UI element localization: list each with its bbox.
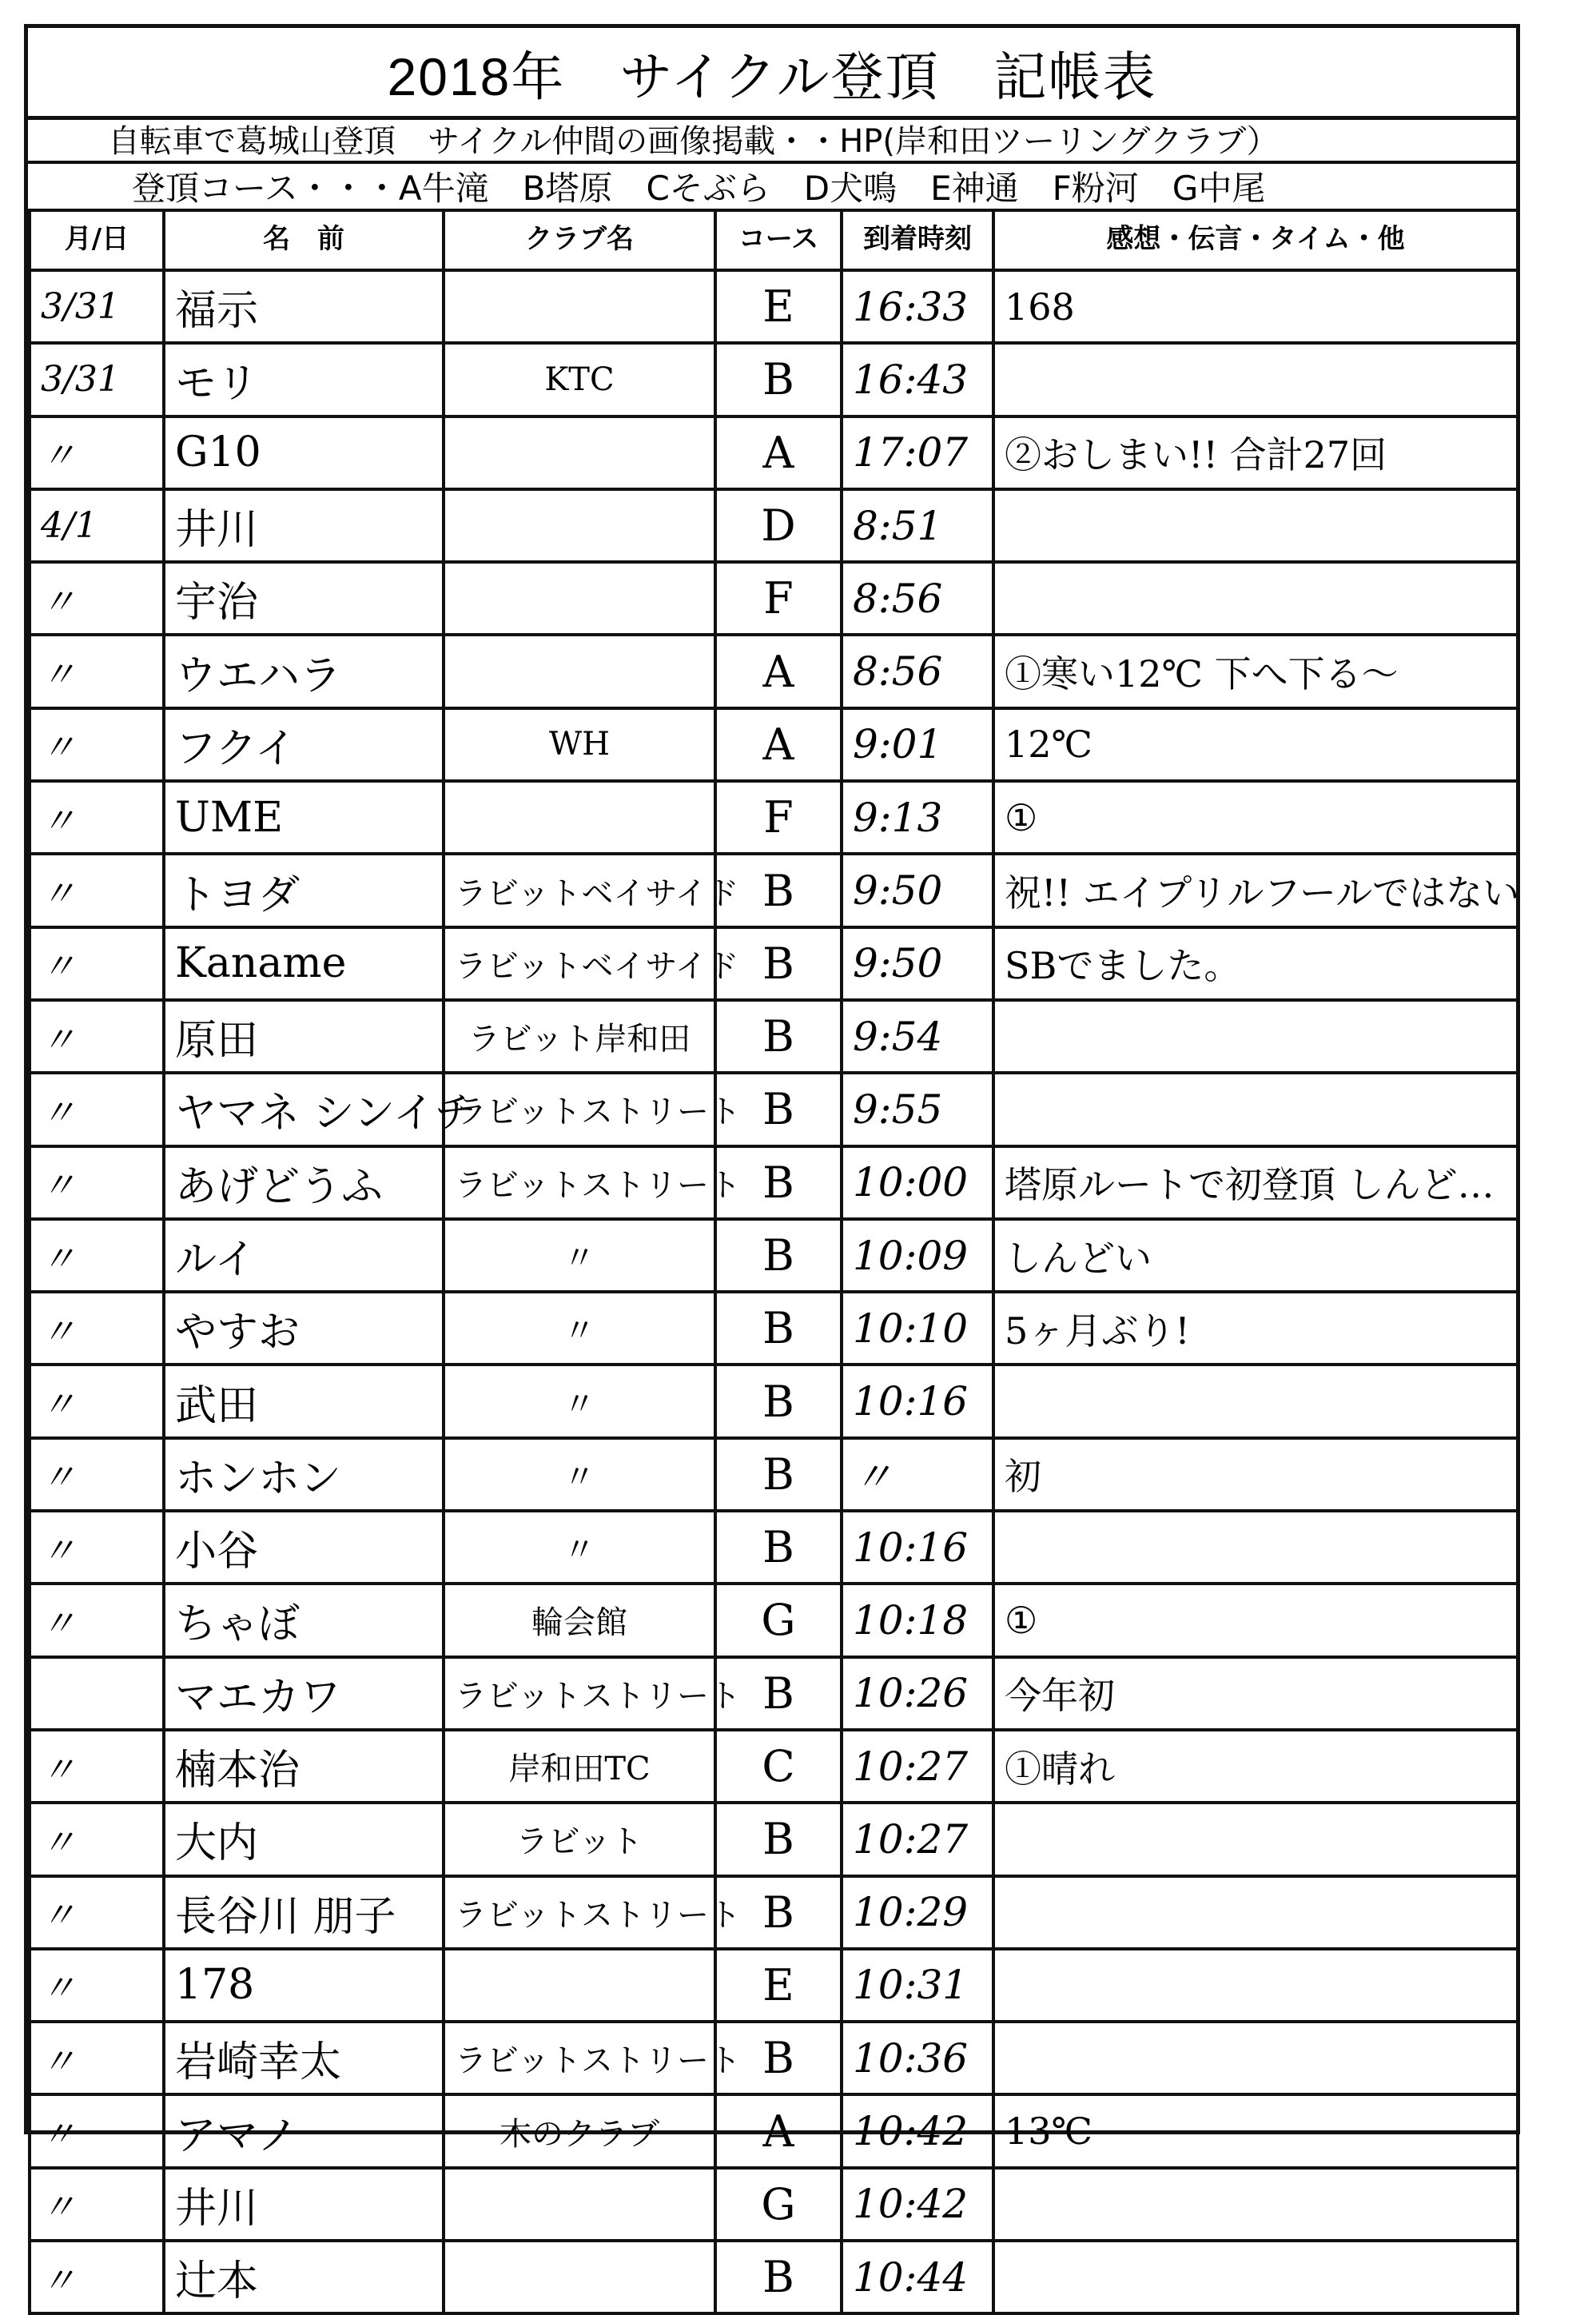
row-name: モリ — [164, 343, 444, 416]
row-note — [993, 2168, 1518, 2241]
row-time: 8:56 — [842, 635, 993, 707]
row-course: B — [715, 1073, 842, 1146]
row-note: ① — [993, 781, 1518, 854]
row-club: ラビットストリート — [444, 1657, 715, 1730]
table-row — [30, 1949, 1518, 2022]
row-course: B — [715, 1803, 842, 1875]
row-date: 〃 — [30, 1000, 164, 1073]
row-course: B — [715, 1876, 842, 1949]
row-time: 10:27 — [842, 1730, 993, 1803]
row-date: 〃 — [30, 416, 164, 489]
row-date: 〃 — [30, 1292, 164, 1365]
row-time: 10:36 — [842, 2022, 993, 2094]
row-club: 岸和田TC — [444, 1730, 715, 1803]
row-course: B — [715, 1219, 842, 1292]
row-time: 10:29 — [842, 1876, 993, 1949]
row-name: フクイ — [164, 708, 444, 781]
row-date: 〃 — [30, 854, 164, 926]
row-name: 辻本 — [164, 2241, 444, 2313]
row-note — [993, 343, 1518, 416]
row-club — [444, 489, 715, 562]
row-time: 9:50 — [842, 927, 993, 1000]
row-course: A — [715, 2094, 842, 2167]
row-name: マエカワ — [164, 1657, 444, 1730]
row-name: 岩崎幸太 — [164, 2022, 444, 2094]
page-title: 2018年 サイクル登頂 記帳表 — [387, 46, 1157, 106]
row-name: 武田 — [164, 1365, 444, 1437]
row-note — [993, 2241, 1518, 2313]
row-course: B — [715, 1657, 842, 1730]
row-note — [993, 1876, 1518, 1949]
table-row — [30, 1438, 1518, 1511]
row-time: 8:56 — [842, 562, 993, 635]
row-course: B — [715, 2241, 842, 2313]
row-name: 長谷川 朋子 — [164, 1876, 444, 1949]
row-name: 楠本治 — [164, 1730, 444, 1803]
row-date: 〃 — [30, 2022, 164, 2094]
row-note: しんどい — [993, 1219, 1518, 1292]
row-name: 原田 — [164, 1000, 444, 1073]
row-note: ①寒い12℃ 下へ下る～ — [993, 635, 1518, 707]
table-row — [30, 2168, 1518, 2241]
row-note — [993, 1000, 1518, 1073]
row-time: 10:18 — [842, 1584, 993, 1656]
row-time: 10:26 — [842, 1657, 993, 1730]
row-name: 井川 — [164, 489, 444, 562]
row-name: G10 — [164, 416, 444, 489]
row-club: ラビットストリート — [444, 1876, 715, 1949]
row-note: 祝!! エイプリルフールではない — [993, 854, 1518, 926]
row-note — [993, 489, 1518, 562]
row-date: 〃 — [30, 1365, 164, 1437]
row-course: B — [715, 927, 842, 1000]
table-row — [30, 781, 1518, 854]
row-time: 10:00 — [842, 1146, 993, 1219]
row-date: 〃 — [30, 1438, 164, 1511]
row-club: 〃 — [444, 1292, 715, 1365]
row-course: A — [715, 708, 842, 781]
row-date: 〃 — [30, 1219, 164, 1292]
table-row — [30, 416, 1518, 489]
row-name: ホンホン — [164, 1438, 444, 1511]
row-name: ヤマネ シンイチ — [164, 1073, 444, 1146]
row-course: B — [715, 1365, 842, 1437]
row-date: 〃 — [30, 1511, 164, 1584]
row-course: B — [715, 1438, 842, 1511]
row-club — [444, 416, 715, 489]
row-club — [444, 2168, 715, 2241]
course-legend — [28, 164, 1516, 212]
row-course: E — [715, 1949, 842, 2022]
row-name: 福示 — [164, 270, 444, 343]
row-course: F — [715, 781, 842, 854]
row-date: 3/31 — [30, 270, 164, 343]
row-club: 木のクラブ — [444, 2094, 715, 2167]
row-note: 168 — [993, 270, 1518, 343]
table-row — [30, 1292, 1518, 1365]
row-name: UME — [164, 781, 444, 854]
row-name: 大内 — [164, 1803, 444, 1875]
table-row — [30, 854, 1518, 926]
row-note — [993, 562, 1518, 635]
row-date: 〃 — [30, 2094, 164, 2167]
row-club — [444, 1949, 715, 2022]
logbook-sheet — [24, 24, 1520, 2306]
row-note: SBでました。 — [993, 927, 1518, 1000]
row-club: 輪会館 — [444, 1584, 715, 1656]
table-row — [30, 1803, 1518, 1875]
header-time: 到着時刻 — [842, 212, 993, 270]
header-course: コース — [715, 212, 842, 270]
row-course: E — [715, 270, 842, 343]
table-row — [30, 489, 1518, 562]
row-note: ①晴れ — [993, 1730, 1518, 1803]
row-club: ラビットストリート — [444, 1146, 715, 1219]
row-course: A — [715, 635, 842, 707]
row-course: B — [715, 1000, 842, 1073]
row-time: 10:42 — [842, 2094, 993, 2167]
row-name: Kaname — [164, 927, 444, 1000]
row-name: トヨダ — [164, 854, 444, 926]
table-row — [30, 2094, 1518, 2167]
row-date: 〃 — [30, 708, 164, 781]
row-note: 初 — [993, 1438, 1518, 1511]
row-name: ウエハラ — [164, 635, 444, 707]
row-time: 16:43 — [842, 343, 993, 416]
row-time: 8:51 — [842, 489, 993, 562]
table-row — [30, 1511, 1518, 1584]
course-legend-text: 登頂コース・・・A牛滝 B塔原 Cそぶら D犬鳴 E神通 F粉河 G中尾 — [132, 169, 1266, 208]
row-course: B — [715, 343, 842, 416]
row-date: 〃 — [30, 635, 164, 707]
row-note: 5ヶ月ぶり! — [993, 1292, 1518, 1365]
row-club: ラビットベイサイド — [444, 927, 715, 1000]
row-time: 10:10 — [842, 1292, 993, 1365]
row-date: 4/1 — [30, 489, 164, 562]
row-date: 〃 — [30, 1730, 164, 1803]
row-club: ラビット — [444, 1803, 715, 1875]
header-date: 月/日 — [30, 212, 164, 270]
table-row — [30, 1730, 1518, 1803]
row-time: 10:44 — [842, 2241, 993, 2313]
row-time: 9:01 — [842, 708, 993, 781]
row-name: 井川 — [164, 2168, 444, 2241]
row-note — [993, 1365, 1518, 1437]
row-course: D — [715, 489, 842, 562]
header-club: クラブ名 — [444, 212, 715, 270]
row-note: ① — [993, 1584, 1518, 1656]
row-club: 〃 — [444, 1365, 715, 1437]
row-date: 〃 — [30, 2168, 164, 2241]
table-row — [30, 1657, 1518, 1730]
row-date: 〃 — [30, 1803, 164, 1875]
row-club: ラビットストリート — [444, 2022, 715, 2094]
row-time: 10:42 — [842, 2168, 993, 2241]
row-date: 〃 — [30, 1876, 164, 1949]
row-time: 10:16 — [842, 1511, 993, 1584]
row-name: アマノ — [164, 2094, 444, 2167]
row-date: 3/31 — [30, 343, 164, 416]
row-time: 10:09 — [842, 1219, 993, 1292]
row-date — [30, 1657, 164, 1730]
subtitle-info-text: 自転車で葛城山登頂 サイクル仲間の画像掲載・・HP(岸和田ツーリングクラブ） — [108, 122, 1279, 160]
row-course: B — [715, 1146, 842, 1219]
table-row — [30, 708, 1518, 781]
row-club — [444, 781, 715, 854]
row-date: 〃 — [30, 1146, 164, 1219]
table-row — [30, 270, 1518, 343]
row-time: 10:31 — [842, 1949, 993, 2022]
row-club: 〃 — [444, 1219, 715, 1292]
table-row — [30, 343, 1518, 416]
row-course: B — [715, 854, 842, 926]
log-table — [28, 212, 1519, 2315]
row-date: 〃 — [30, 2241, 164, 2313]
row-date: 〃 — [30, 781, 164, 854]
subtitle-info — [28, 116, 1516, 164]
log-table-body — [30, 270, 1518, 2313]
row-note — [993, 1511, 1518, 1584]
row-name: あげどうふ — [164, 1146, 444, 1219]
row-time: 9:13 — [842, 781, 993, 854]
row-date: 〃 — [30, 927, 164, 1000]
row-time: 9:54 — [842, 1000, 993, 1073]
table-row — [30, 1073, 1518, 1146]
table-row — [30, 1584, 1518, 1656]
row-name: 小谷 — [164, 1511, 444, 1584]
row-club: WH — [444, 708, 715, 781]
row-time: 〃 — [842, 1438, 993, 1511]
table-header-row — [30, 212, 1518, 270]
row-note: ②おしまい!! 合計27回 — [993, 416, 1518, 489]
row-time: 9:55 — [842, 1073, 993, 1146]
row-note: 塔原ルートで初登頂 しんど… — [993, 1146, 1518, 1219]
table-row — [30, 1876, 1518, 1949]
row-date: 〃 — [30, 1949, 164, 2022]
row-course: G — [715, 2168, 842, 2241]
table-row — [30, 635, 1518, 707]
row-club: KTC — [444, 343, 715, 416]
table-row — [30, 1219, 1518, 1292]
row-date: 〃 — [30, 1584, 164, 1656]
row-time: 10:27 — [842, 1803, 993, 1875]
row-note — [993, 1803, 1518, 1875]
header-note: 感想・伝言・タイム・他 — [993, 212, 1518, 270]
row-course: A — [715, 416, 842, 489]
row-note: 13℃ — [993, 2094, 1518, 2167]
row-course: B — [715, 1292, 842, 1365]
row-club — [444, 562, 715, 635]
row-note: 12℃ — [993, 708, 1518, 781]
row-course: G — [715, 1584, 842, 1656]
row-note — [993, 2022, 1518, 2094]
row-club — [444, 270, 715, 343]
row-note — [993, 1949, 1518, 2022]
row-note — [993, 1073, 1518, 1146]
row-club: ラビットストリート — [444, 1073, 715, 1146]
table-row — [30, 927, 1518, 1000]
row-club: ラビットベイサイド — [444, 854, 715, 926]
table-row — [30, 1000, 1518, 1073]
row-club: 〃 — [444, 1438, 715, 1511]
row-name: 178 — [164, 1949, 444, 2022]
row-course: B — [715, 2022, 842, 2094]
row-time: 9:50 — [842, 854, 993, 926]
row-name: やすお — [164, 1292, 444, 1365]
row-club — [444, 2241, 715, 2313]
table-row — [30, 2241, 1518, 2313]
row-name: ちゃぼ — [164, 1584, 444, 1656]
row-club — [444, 635, 715, 707]
row-course: F — [715, 562, 842, 635]
row-date: 〃 — [30, 1073, 164, 1146]
row-club: ラビット岸和田 — [444, 1000, 715, 1073]
row-club: 〃 — [444, 1511, 715, 1584]
title-row — [28, 28, 1516, 120]
row-course: B — [715, 1511, 842, 1584]
table-row — [30, 562, 1518, 635]
row-time: 16:33 — [842, 270, 993, 343]
row-name: 宇治 — [164, 562, 444, 635]
row-time: 17:07 — [842, 416, 993, 489]
row-note: 今年初 — [993, 1657, 1518, 1730]
table-row — [30, 1146, 1518, 1219]
row-time: 10:16 — [842, 1365, 993, 1437]
row-name: ルイ — [164, 1219, 444, 1292]
table-row — [30, 2022, 1518, 2094]
row-date: 〃 — [30, 562, 164, 635]
table-row — [30, 1365, 1518, 1437]
row-course: C — [715, 1730, 842, 1803]
header-name: 名 前 — [164, 212, 444, 270]
